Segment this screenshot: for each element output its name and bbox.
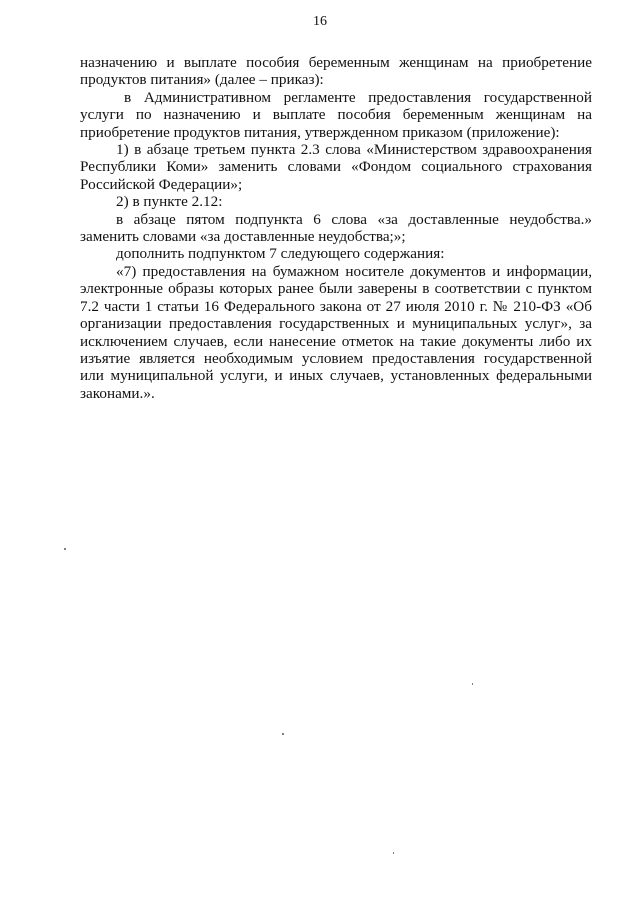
scan-speck bbox=[64, 548, 66, 550]
scan-speck bbox=[393, 852, 394, 854]
paragraph-subitem-7: «7) предоставления на бумажном носителе документов и информации, электронные образы которых ранее были заверены в соответствии с пунктом 7.2 части 1 статьи 16 Федерального закона от 27 июля 2010 г. № 210-ФЗ «Об организации предоставления государственных и муниципальных услуг», за исключением случаев, если нанесение отметок на такие документы либо их изъятие является необходимым условием предоставления государственной или муниципальной услуги, и иных случаев, установленных федеральными законами.». bbox=[80, 262, 592, 402]
scan-speck bbox=[472, 683, 473, 685]
document-body bbox=[80, 54, 592, 402]
paragraph-intro-continuation: назначению и выплате пособия беременным женщинам на приобретение продуктов питания» (далее – приказ): bbox=[80, 54, 592, 89]
paragraph-item-1: 1) в абзаце третьем пункта 2.3 слова «Министерством здравоохранения Республики Коми» заменить словами «Фондом социального страхования Российской Федерации»; bbox=[80, 141, 592, 193]
paragraph-item-2-detail: в абзаце пятом подпункта 6 слова «за доставленные неудобства.» заменить словами «за доставленные неудобства;»; bbox=[80, 210, 592, 246]
scan-speck bbox=[282, 733, 284, 735]
paragraph-item-2: 2) в пункте 2.12: bbox=[116, 193, 223, 211]
page-number: 16 bbox=[313, 14, 327, 29]
paragraph-regulation: в Административном регламенте предоставления государственной услуги по назначению и выплате пособия беременным женщинам на приобретение продуктов питания, утвержденном приказом (приложение): bbox=[80, 88, 592, 141]
paragraph-add-subitem: дополнить подпунктом 7 следующего содержания: bbox=[116, 245, 445, 263]
